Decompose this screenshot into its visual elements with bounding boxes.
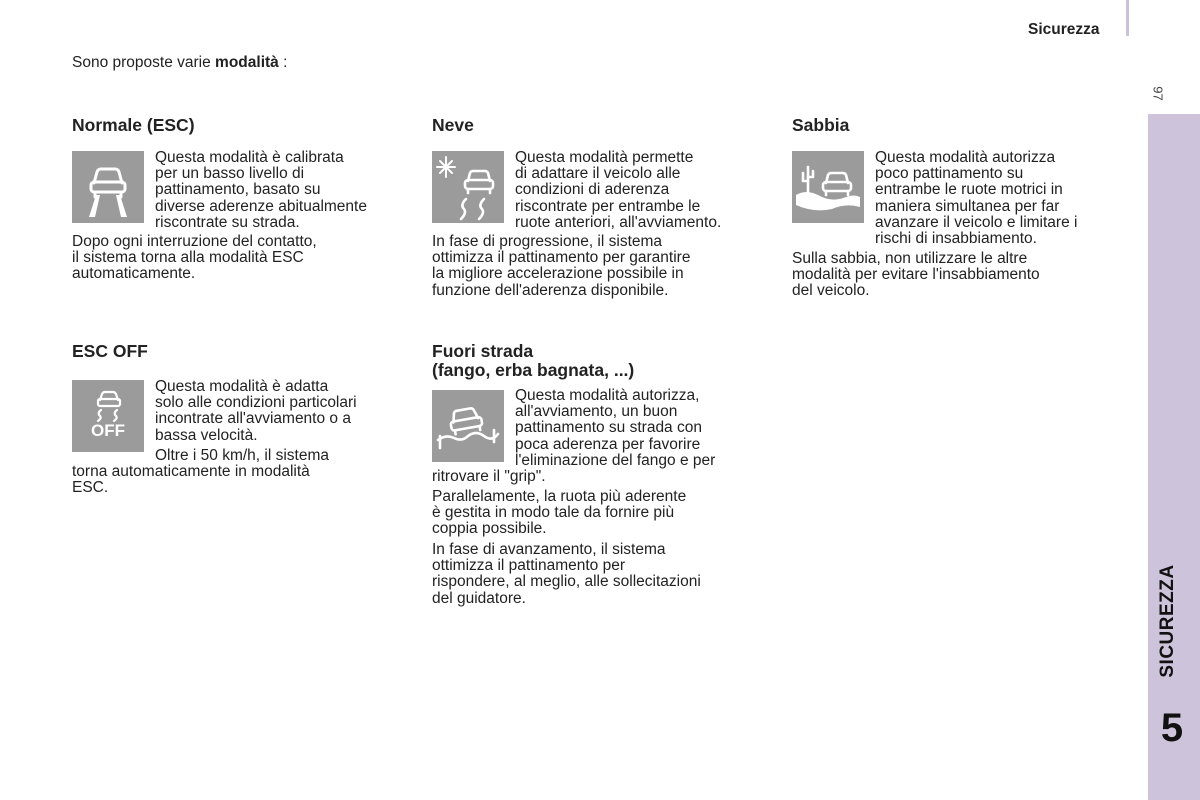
intro-bold: modalità [215, 54, 279, 71]
page-number: 97 [1150, 86, 1166, 101]
neve-description: Questa modalità permette di adattare il veicolo alle condizioni di aderenza riscontrate per entrambe le ruote anteriori, all'avviamento. [515, 149, 722, 231]
intro-suffix: : [278, 54, 288, 71]
section-title-fuori: Fuori strada (fango, erba bagnata, ...) [432, 341, 635, 380]
esc-off-icon [72, 380, 144, 452]
section-title-neve: Neve [432, 115, 474, 135]
fuori-description-cont: ritrovare il "grip". [432, 468, 546, 485]
esc-off-icon-text: OFF [91, 421, 125, 440]
sabbia-description: Questa modalità autorizza poco pattinamento su entrambe le ruote motrici in maniera simultanea per far avanzare il veicolo e limitare i rischi di insabbiamento. [875, 149, 1078, 248]
normale-paragraph: Dopo ogni interruzione del contatto, il sistema torna alla modalità ESC automaticamente. [72, 233, 317, 283]
car-on-road-icon [72, 151, 144, 223]
intro-text [72, 54, 287, 72]
intro-prefix: Sono proposte varie [72, 54, 216, 71]
escoff-paragraph-rest: torna automaticamente in modalità ESC. [72, 463, 310, 497]
chapter-side-label: SICUREZZA [1157, 564, 1178, 678]
escoff-description: Questa modalità è adatta solo alle condizioni particolari incontrate all'avviamento o a bassa velocità. [155, 378, 357, 444]
sabbia-paragraph: Sulla sabbia, non utilizzare le altre modalità per evitare l'insabbiamento del veicolo. [792, 250, 1040, 300]
normale-description: Questa modalità è calibrata per un basso livello di pattinamento, basato su diverse aderenze abitualmente riscontrate su strada. [155, 149, 367, 231]
sand-car-icon [792, 151, 864, 223]
section-title-escoff: ESC OFF [72, 341, 148, 361]
fuori-paragraph-1: Parallelamente, la ruota più aderente è gestita in modo tale da fornire più coppia possibile. [432, 488, 687, 538]
header-section-title: Sicurezza [1028, 21, 1100, 38]
fuori-description: Questa modalità autorizza, all'avviamento, un buon pattinamento su strada con poca aderenza per favorire l'eliminazione del fango e per [515, 387, 716, 469]
fuori-paragraph-2: In fase di avanzamento, il sistema ottimizza il pattinamento per rispondere, al meglio, alle sollecitazioni del guidatore. [432, 541, 701, 607]
escoff-paragraph-start: Oltre i 50 km/h, il sistema [155, 447, 329, 464]
section-title-normale: Normale (ESC) [72, 115, 195, 135]
offroad-car-icon [432, 390, 504, 462]
header-divider [1126, 0, 1129, 36]
section-title-sabbia: Sabbia [792, 115, 850, 135]
neve-paragraph: In fase di progressione, il sistema ottimizza il pattinamento per garantire la migliore accelerazione possibile in funzione dell'aderenza disponibile. [432, 233, 691, 299]
snow-car-icon [432, 151, 504, 223]
chapter-number: 5 [1160, 706, 1184, 750]
